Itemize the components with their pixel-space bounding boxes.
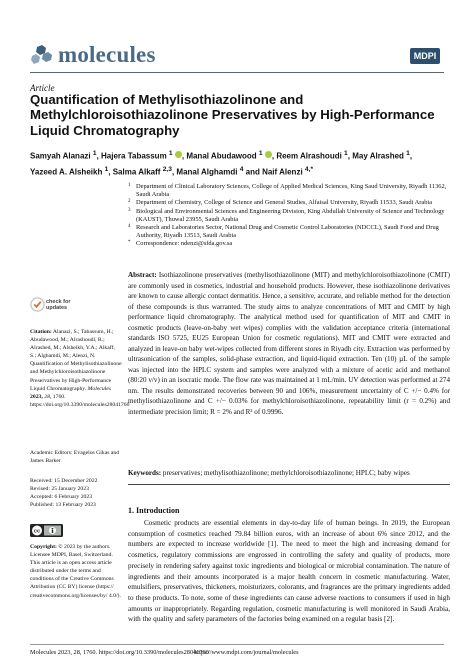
abstract xyxy=(128,270,450,417)
doi-link[interactable]: https://doi.org/10.3390/molecules28041760 xyxy=(30,401,130,408)
publication-dates: Received: 15 December 2022 Revised: 25 January 2023 Accepted: 6 February 2023 Published: 13 February 2023 xyxy=(30,478,98,509)
introduction-text: Cosmetic products are essential elements in day-to-day life of human beings. In 2019, the European consumption of cosmetics reached 79.84 billion euros, with an increase of about 6% since 2012, and the numbers are expected to increase worldwide [1]. The need to meet the high and increasing demand for cosmetics, regulatory commissions are engrossed in controlling the safety and quality of products, more precisely in rendering safety against toxic ingredients and biological or microbial contamination. The nature of ingredients and their amounts incorporated is a major health concern in cosmetic manufacturing. Water, emulsifiers, preservatives, thickeners, moisturizers, colorants, and fragrances are the primary ingredients added to these products. To note, some of these ingredients can cause adverse reactions to consumers if used in high amounts or inappropriately. Regarding regulation, cosmetic manufacturing is well monitored in Saudi Arabia, with the quality and safety parameters of the factories being examined on a regular basis [2]. xyxy=(128,519,450,624)
journal-name[interactable]: molecules xyxy=(58,42,156,67)
svg-text:cc: cc xyxy=(33,528,41,535)
keywords xyxy=(128,468,450,479)
section-heading: 1. Introduction xyxy=(128,506,180,515)
journal-url[interactable]: https://www.mdpi.com/journal/molecules xyxy=(194,649,299,656)
article-type: Article xyxy=(30,83,55,93)
affiliation-item: 3 Biological and Environmental Sciences and Engineering Division, King Abdullah University of Science and Technology (KAUST), Thuwal 23955, Saudi Arabia xyxy=(128,207,445,223)
academic-editors: Academic Editors: Evagelos Gikas and James Barker xyxy=(30,450,120,465)
footer-divider xyxy=(30,644,444,645)
check-updates-icon xyxy=(30,297,45,312)
author-name[interactable]: Salma Alkaff xyxy=(112,167,161,177)
author-name[interactable]: Yazeed A. Alsheikh xyxy=(30,167,103,177)
author-name[interactable]: Samyah Alanazi xyxy=(30,151,91,161)
footer-citation: Molecules 2023, 28, 1760. https://doi.org/10.3390/molecules28041760 xyxy=(30,649,209,656)
journal-header xyxy=(0,0,474,72)
cc-by-license-icon[interactable] xyxy=(30,524,63,537)
affiliations xyxy=(128,183,448,249)
affiliation-item: 2 Department of Chemistry, College of Science and General Studies, Alfaisal University, Riyadh 11533, Saudi Arabia xyxy=(128,199,433,207)
author-line-1: Samyah Alanazi $^1$, Hajera Tabassum $^1$ , Manal Abudawood $^1$ , Reem Alrashoudi $^1$, May Alrashed $^1$, xyxy=(30,150,413,161)
author-name[interactable]: Naif Alenzi xyxy=(262,167,303,177)
article-title: Quantification of Methylisothiazolinone and Methylchloroisothiazolinone Preservatives by High-Performance Liquid Chromatography xyxy=(30,92,435,138)
check-for-updates-button[interactable] xyxy=(30,295,74,315)
copyright-notice: Copyright: © 2023 by the authors. Licensee MDPI, Basel, Switzerland. This article is an open access article distributed under the terms and conditions of the Creative Commons Attribution (CC BY) license (https:// creativecommons.org/licenses/by/ 4.0/). xyxy=(30,544,121,599)
molecules-logo-icon xyxy=(30,44,56,66)
orcid-icon[interactable] xyxy=(175,151,182,158)
keywords-label: Keywords: xyxy=(128,469,162,477)
check-updates-label: check for updates xyxy=(46,299,71,311)
author-name[interactable]: Manal Abudawood xyxy=(186,151,257,161)
author-name[interactable]: Hajera Tabassum xyxy=(101,151,167,161)
author-name[interactable]: Reem Alrashoudi xyxy=(276,151,342,161)
header-divider xyxy=(30,72,444,73)
abstract-label: Abstract: xyxy=(128,271,157,279)
mdpi-logo[interactable]: MDPI xyxy=(410,48,440,64)
section-divider xyxy=(128,484,450,485)
affiliation-item: 1 Department of Clinical Laboratory Sciences, College of Applied Medical Sciences, King Saud University, Riyadh 11362, Saudi Arabia xyxy=(128,183,447,199)
correspondence: * Correspondence: ndenzi@sfda.gov.sa xyxy=(128,240,233,248)
orcid-icon[interactable] xyxy=(265,151,272,158)
affiliation-item: 4 Research and Laboratories Sector, National Drug and Cosmetic Control Laboratories (NDCCL), Saudi Food and Drug Authority, Riyadh 13513, Saudi Arabia xyxy=(128,224,439,240)
keywords-text: preservatives; methylisothiazolinone; methylchloroisothiazolinone; HPLC; baby wipes xyxy=(162,469,410,477)
citation: Citation: Alanazi, S.; Tabassum, H.; Abudawood, M.; Alrashoudi, R.; Alrashed, M.; Alsheikh, Y.A.; Alkaff, S.; Alghamdi, M.; Alenzi, N. Quantification of Methylisothiazolinone and Methylchloroisothiazolinone Preservatives by High-Performance Liquid Chromatography. Molecules 2023, 28, 1760. https://doi.org/10.3390/molecules28041760 xyxy=(30,329,130,408)
author-name[interactable]: May Alrashed xyxy=(352,151,404,161)
author-line-2: Yazeed A. Alsheikh $^1$, Salma Alkaff $^{2,3}$, Manal Alghamdi $^4$ and Naif Alenzi $^{4,*}$ xyxy=(30,165,314,177)
abstract-text: Isothiazolinone preservatives (methylisothiazolinone (MIT) and methylchloroisothiazolinone (CMIT) are commonly used in cosmetics, industrial and household products. However, these isothiazolinone derivatives are known to cause allergic contact dermatitis. Hence, a sensitive, accurate, and reliable method for the detection of these compounds is thus warranted. The study aims to analyze concentrations of MIT and CMIT by high performance liquid chromatography. The analytical method used for quantification of MIT and CMIT in cosmetic products (leave-on-baby wet wipes) complies with the validation acceptance criteria (international standards ISO 5725, EU25 European Union for cosmetic regulations). MIT and CMIT were extracted and analyzed in leave-on baby wet-wipes collected from different stores in Riyadh city. Extraction was performed by ultrasonication of the samples, solid-phase extraction, and liquid-liquid extraction. Ten (10) µL of the sample was injected into the HPLC system and samples were analyzed with a mixture of acetic acid and methanol (80:20 v/v) in an isocratic mode. The flow rate was maintained at 1 mL/min. UV detection was performed at 274 nm. The results demonstrated recoveries between 90 and 106%, measurement uncertainty of C +/− 0.4% for methylisothiazolinone and C +/− 0.03% for methylchloroisothiazolinone, repeatability limit (r = 0.2%) and intermediate precision limit; R = 2% and R² of 0.9996. xyxy=(128,271,450,416)
author-list xyxy=(30,147,450,178)
author-name[interactable]: Manal Alghamdi xyxy=(176,167,238,177)
